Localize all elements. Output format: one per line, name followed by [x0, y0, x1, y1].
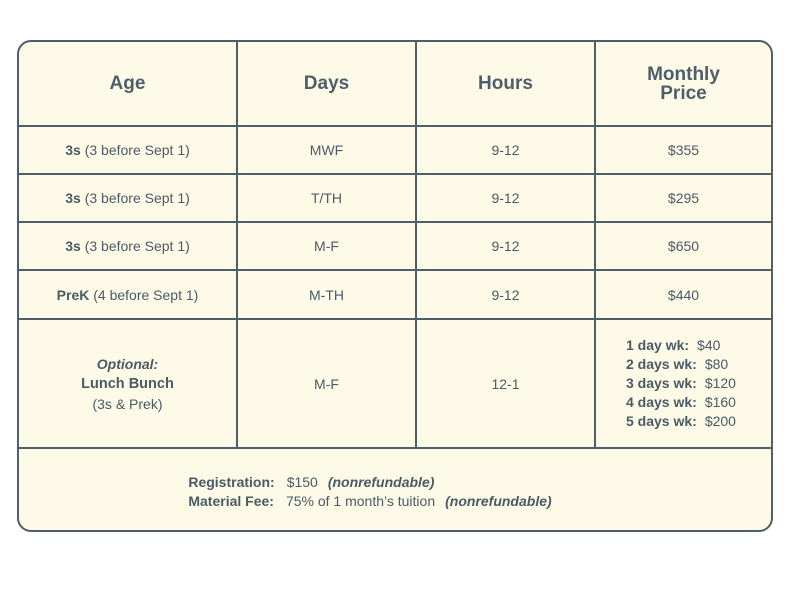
- header-row: [19, 42, 771, 127]
- header-days: [238, 42, 417, 125]
- header-hours: [417, 42, 596, 125]
- lunch-price-list: [626, 336, 736, 431]
- fees-footer: [19, 449, 771, 532]
- material-fee-label: Material Fee:: [188, 492, 274, 509]
- price-label: 4 days wk:: [626, 394, 697, 410]
- price-value: $200: [704, 413, 736, 429]
- age-note: (3 before Sept 1): [80, 190, 190, 206]
- price-label: 3 days wk:: [626, 375, 697, 391]
- price-value: $80: [704, 356, 729, 372]
- registration-label: Registration:: [188, 473, 275, 490]
- header-price-line2: Price: [660, 82, 707, 104]
- list-item: [626, 374, 736, 393]
- table-row: [19, 127, 771, 175]
- price-cell: $295: [667, 190, 700, 206]
- lunch-bunch-row: [19, 320, 771, 449]
- age-group: PreK: [56, 286, 90, 303]
- lunch-title: Lunch Bunch: [81, 375, 174, 392]
- list-item: [626, 355, 736, 374]
- list-item: [626, 336, 736, 355]
- days-cell: T/TH: [238, 175, 417, 221]
- price-label: 5 days wk:: [626, 413, 697, 429]
- registration-value: $150: [286, 473, 318, 490]
- header-price-line1: Monthly: [647, 63, 720, 85]
- header-age: [19, 42, 238, 125]
- header-age-label: Age: [109, 73, 146, 94]
- price-label: 2 days wk:: [626, 356, 697, 372]
- hours-cell: 9-12: [417, 271, 596, 318]
- price-value: $160: [704, 394, 736, 410]
- lunch-sub: (3s & Prek): [92, 395, 163, 412]
- material-fee-note: (nonrefundable): [445, 492, 552, 509]
- hours-cell: 9-12: [417, 175, 596, 221]
- age-cell: [19, 271, 238, 318]
- material-fee-value: 75% of 1 month’s tuition: [285, 492, 436, 509]
- age-cell: [19, 127, 238, 173]
- header-hours-label: Hours: [478, 73, 533, 94]
- table-row: [19, 271, 771, 320]
- price-value: $40: [697, 337, 721, 353]
- hours-cell: 9-12: [417, 127, 596, 173]
- hours-cell: 9-12: [417, 223, 596, 269]
- tuition-table: [17, 40, 773, 532]
- age-cell: [19, 223, 238, 269]
- age-group: 3s: [65, 190, 81, 206]
- list-item: [626, 393, 736, 412]
- age-note: (3 before Sept 1): [80, 238, 190, 254]
- header-days-label: Days: [303, 73, 350, 94]
- age-note: (4 before Sept 1): [89, 286, 199, 303]
- lunch-optional-label: Optional:: [96, 355, 159, 372]
- fees-inner: [188, 473, 551, 511]
- price-value: $120: [704, 375, 736, 391]
- table-row: [19, 223, 771, 271]
- header-price: [596, 42, 771, 125]
- hours-cell: 12-1: [417, 320, 596, 447]
- registration-line: [188, 473, 551, 492]
- material-fee-line: [188, 492, 551, 511]
- price-label: 1 day wk:: [626, 337, 690, 353]
- age-group: 3s: [65, 238, 81, 254]
- price-cell: $355: [667, 142, 700, 158]
- days-cell: M-F: [238, 320, 417, 447]
- lunch-bunch-cell: [19, 320, 238, 447]
- days-cell: M-F: [238, 223, 417, 269]
- age-note: (3 before Sept 1): [80, 142, 190, 158]
- list-item: [626, 412, 736, 431]
- age-cell: [19, 175, 238, 221]
- days-cell: M-TH: [238, 271, 417, 318]
- fees-container: [19, 449, 771, 532]
- table-row: [19, 175, 771, 223]
- days-cell: MWF: [238, 127, 417, 173]
- price-cell: $440: [667, 286, 700, 303]
- price-cell: $650: [667, 238, 700, 254]
- lunch-price-cell: [596, 320, 771, 447]
- registration-note: (nonrefundable): [327, 473, 435, 490]
- age-group: 3s: [65, 142, 81, 158]
